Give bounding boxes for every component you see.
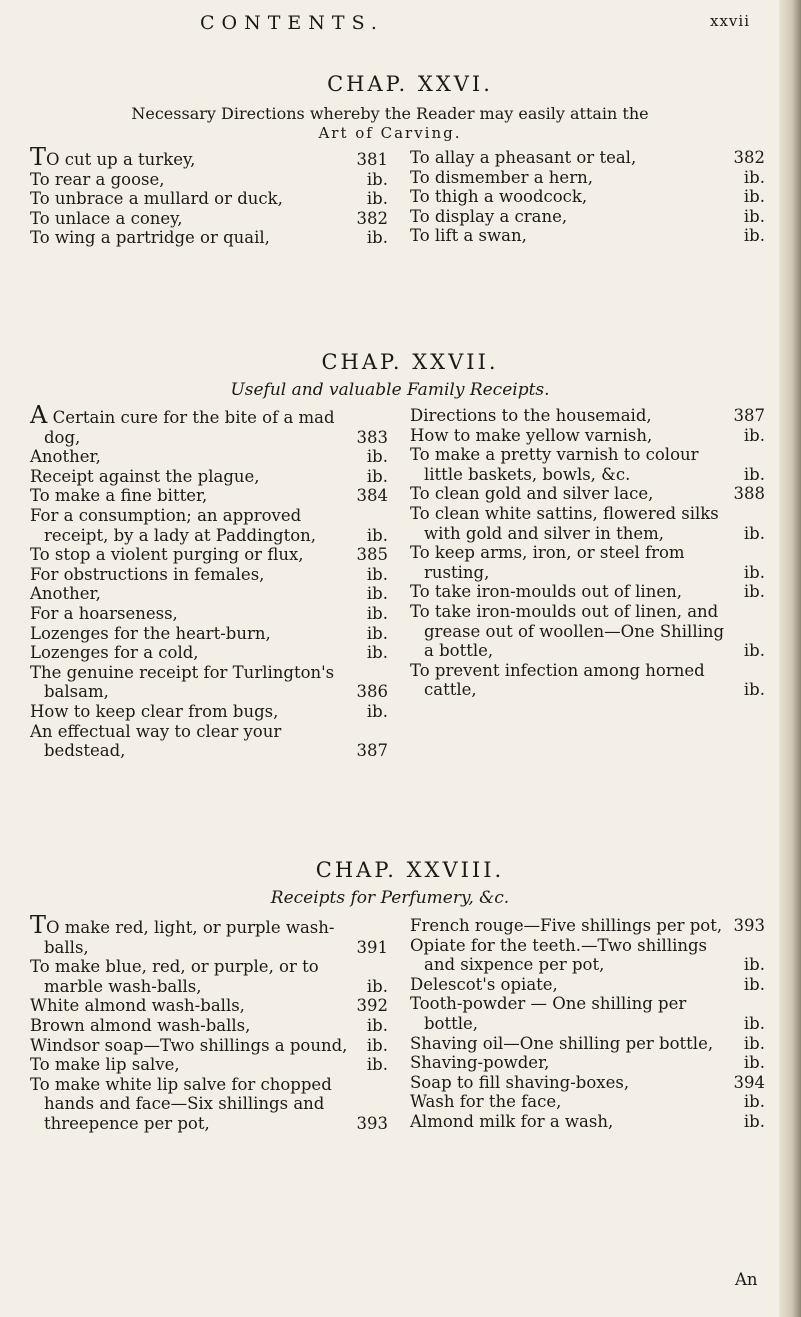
entry-page-number: 393: [733, 916, 765, 935]
entry-title: The genuine receipt for Turlington's balsam,: [30, 662, 335, 702]
entry-page-number: ib.: [743, 464, 765, 484]
contents-entry: [410, 661, 765, 700]
entry-page-number: ib.: [743, 425, 765, 445]
entry-title: To wing a partridge or quail,: [30, 228, 270, 248]
entry-page-number: ib.: [743, 167, 765, 187]
entry-title: To unlace a coney,: [30, 208, 183, 228]
entry-page-number: 385: [356, 545, 388, 565]
entry-page-number: 387: [356, 741, 388, 761]
entry-title: To thigh a woodcock,: [410, 187, 588, 207]
contents-entry: [30, 663, 388, 702]
contents-entry: [30, 911, 388, 957]
entry-page-number: 382: [356, 208, 388, 228]
entry-title: Lozenges for the heart-burn,: [30, 623, 271, 643]
contents-entry: [30, 545, 388, 565]
entry-title: To unbrace a mullard or duck,: [30, 189, 283, 209]
contents-entry: [410, 1073, 765, 1093]
chapter-28-subtitle: Receipts for Perfumery, &c.: [270, 888, 510, 908]
entry-title: Another,: [30, 447, 101, 467]
contents-entry: [30, 209, 388, 229]
contents-entry: [30, 143, 388, 171]
entry-title: TO cut up a turkey,: [30, 143, 196, 171]
entry-title: For a hoarseness,: [30, 603, 178, 623]
contents-entry: [410, 1053, 765, 1073]
entry-title: How to make yellow varnish,: [410, 425, 653, 445]
entry-page-number: ib.: [743, 562, 765, 582]
entry-page-number: ib.: [743, 1013, 765, 1033]
entry-page-number: ib.: [366, 189, 388, 209]
contents-entry: [410, 602, 765, 661]
entry-page-number: ib.: [366, 1035, 388, 1055]
entry-page-number: ib.: [366, 169, 388, 189]
chapter-27-left-column: [30, 401, 388, 761]
entry-page-number: ib.: [366, 564, 388, 584]
chapter-26-left-column: [30, 143, 388, 248]
entry-title: An effectual way to clear your bedstead,: [30, 721, 282, 761]
contents-entry: [30, 1016, 388, 1036]
contents-entry: [410, 187, 765, 207]
entry-page-number: ib.: [366, 976, 388, 996]
chapter-26-subtitle: Necessary Directions whereby the Reader may easily attain the: [131, 104, 649, 123]
entry-title: To take iron-moulds out of linen, and grease out of woollen—One Shilling a bottle,: [410, 601, 725, 661]
chapter-27-subtitle: Useful and valuable Family Receipts.: [230, 380, 550, 400]
entry-page-number: ib.: [366, 701, 388, 721]
chapter-28-heading: CHAP. XXVIII.: [315, 858, 505, 882]
contents-entry: [410, 406, 765, 426]
entry-page-number: ib.: [743, 226, 765, 246]
entry-title: To lift a swan,: [410, 226, 527, 246]
header-title: CONTENTS.: [200, 12, 384, 34]
page-edge: [779, 0, 801, 1317]
contents-entry: [410, 936, 765, 975]
entry-page-number: ib.: [743, 206, 765, 226]
entry-page-number: 388: [733, 484, 765, 504]
entry-page-number: 383: [356, 427, 388, 447]
contents-entry: [30, 584, 388, 604]
entry-page-number: ib.: [743, 187, 765, 207]
entry-title: To allay a pheasant or teal,: [410, 148, 637, 167]
contents-entry: [30, 1055, 388, 1075]
entry-page-number: 387: [733, 406, 765, 425]
entry-page-number: ib.: [743, 974, 765, 994]
contents-entry: [410, 1092, 765, 1112]
entry-page-number: ib.: [366, 228, 388, 248]
entry-page-number: ib.: [366, 466, 388, 486]
contents-entry: [30, 170, 388, 190]
contents-entry: [410, 484, 765, 504]
entry-page-number: ib.: [743, 680, 765, 700]
entry-page-number: ib.: [366, 525, 388, 545]
contents-entry: [410, 226, 765, 246]
contents-entry: [30, 486, 388, 506]
entry-title: To make blue, red, or purple, or to marble wash-balls,: [30, 957, 319, 996]
contents-entry: [410, 504, 765, 543]
entry-page-number: 382: [733, 148, 765, 167]
contents-entry: [30, 702, 388, 722]
contents-entry: [30, 604, 388, 624]
entry-title: Wash for the face,: [410, 1092, 562, 1112]
entry-title: Brown almond wash-balls,: [30, 1015, 251, 1035]
chapter-28-left-column: [30, 911, 388, 1134]
entry-title: To rear a goose,: [30, 169, 165, 189]
entry-title: French rouge—Five shillings per pot,: [410, 916, 723, 935]
contents-entry: [410, 582, 765, 602]
entry-page-number: ib.: [743, 1111, 765, 1131]
entry-title: To make a pretty varnish to colour little baskets, bowls, &c.: [410, 445, 699, 484]
entry-page-number: ib.: [366, 447, 388, 467]
contents-entry: [30, 722, 388, 761]
chapter-27-heading: CHAP. XXVII.: [321, 350, 499, 374]
entry-title: Lozenges for a cold,: [30, 643, 199, 663]
contents-entry: [410, 445, 765, 484]
chapter-27-right-column: [410, 406, 765, 700]
chapter-26-subtitle-2: Art of Carving.: [318, 124, 462, 142]
entry-title: To prevent infection among horned cattle,: [410, 660, 705, 700]
header-page-number: xxvii: [710, 12, 750, 30]
entry-title: Directions to the housemaid,: [410, 406, 652, 425]
entry-title: Shaving oil—One shilling per bottle,: [410, 1033, 714, 1053]
entry-title: Almond milk for a wash,: [410, 1111, 614, 1131]
contents-entry: [410, 207, 765, 227]
entry-title: Another,: [30, 584, 101, 604]
entry-page-number: ib.: [743, 1092, 765, 1112]
entry-title: Tooth-powder — One shilling per bottle,: [410, 994, 687, 1033]
catchword: An: [735, 1270, 758, 1289]
contents-entry: [30, 467, 388, 487]
entry-title: To stop a violent purging or flux,: [30, 545, 304, 565]
contents-entry: [30, 447, 388, 467]
contents-entry: [410, 994, 765, 1033]
contents-entry: [410, 168, 765, 188]
entry-page-number: 391: [356, 937, 388, 957]
contents-entry: [30, 401, 388, 447]
contents-entry: [30, 643, 388, 663]
entry-title: Windsor soap—Two shillings a pound,: [30, 1035, 348, 1055]
contents-entry: [30, 189, 388, 209]
entry-page-number: ib.: [743, 955, 765, 975]
contents-entry: [30, 1036, 388, 1056]
entry-page-number: ib.: [366, 1055, 388, 1075]
chapter-26-heading: CHAP. XXVI.: [327, 72, 493, 96]
entry-page-number: ib.: [366, 1015, 388, 1035]
entry-title: How to keep clear from bugs,: [30, 701, 279, 721]
entry-title: To make a fine bitter,: [30, 486, 208, 506]
entry-title: Opiate for the teeth.—Two shillings and sixpence per pot,: [410, 935, 708, 975]
entry-page-number: ib.: [743, 582, 765, 602]
contents-entry: [30, 565, 388, 585]
entry-title: Shaving-powder,: [410, 1053, 550, 1073]
entry-title: To display a crane,: [410, 206, 568, 226]
entry-page-number: ib.: [366, 603, 388, 623]
contents-entry: [410, 916, 765, 936]
entry-page-number: 394: [733, 1072, 765, 1092]
entry-title: Soap to fill shaving-boxes,: [410, 1072, 630, 1092]
entry-title: Delescot's opiate,: [410, 974, 558, 994]
entry-page-number: 392: [356, 996, 388, 1016]
chapter-26-right-column: [410, 148, 765, 246]
contents-entry: [30, 996, 388, 1016]
contents-entry: [410, 1034, 765, 1054]
entry-page-number: ib.: [366, 643, 388, 663]
contents-entry: [410, 543, 765, 582]
entry-page-number: ib.: [743, 1053, 765, 1073]
contents-entry: [410, 1112, 765, 1132]
chapter-28-right-column: [410, 916, 765, 1132]
entry-page-number: 384: [356, 486, 388, 506]
entry-title: For obstructions in females,: [30, 564, 265, 584]
contents-entry: [410, 148, 765, 168]
entry-page-number: ib.: [743, 1033, 765, 1053]
entry-title: To clean gold and silver lace,: [410, 484, 654, 504]
contents-entry: [410, 426, 765, 446]
entry-title: To take iron-moulds out of linen,: [410, 582, 682, 602]
entry-title: Receipt against the plague,: [30, 466, 260, 486]
entry-page-number: 393: [356, 1113, 388, 1133]
entry-page-number: ib.: [743, 523, 765, 543]
contents-entry: [30, 957, 388, 996]
contents-entry: [30, 624, 388, 644]
contents-entry: [30, 1075, 388, 1134]
entry-page-number: ib.: [366, 623, 388, 643]
contents-entry: [30, 506, 388, 545]
contents-entry: [410, 975, 765, 995]
entry-title: For a consumption; an approved receipt, by a lady at Paddington,: [30, 505, 317, 545]
entry-title: To dismember a hern,: [410, 167, 593, 187]
entry-page-number: 386: [356, 682, 388, 702]
entry-title: A Certain cure for the bite of a mad dog,: [30, 401, 335, 447]
contents-entry: [30, 228, 388, 248]
entry-title: To clean white sattins, flowered silks with gold and silver in them,: [410, 503, 719, 543]
entry-title: To make white lip salve for chopped hands and face—Six shillings and threepence per pot,: [30, 1074, 332, 1133]
entry-title: To make lip salve,: [30, 1055, 180, 1075]
entry-title: White almond wash-balls,: [30, 996, 245, 1016]
entry-page-number: ib.: [366, 584, 388, 604]
running-header: [200, 12, 760, 34]
entry-page-number: ib.: [743, 641, 765, 661]
entry-title: TO make red, light, or purple wash-balls,: [30, 911, 335, 957]
entry-title: To keep arms, iron, or steel from rusting,: [410, 543, 685, 582]
entry-page-number: 381: [356, 150, 388, 169]
